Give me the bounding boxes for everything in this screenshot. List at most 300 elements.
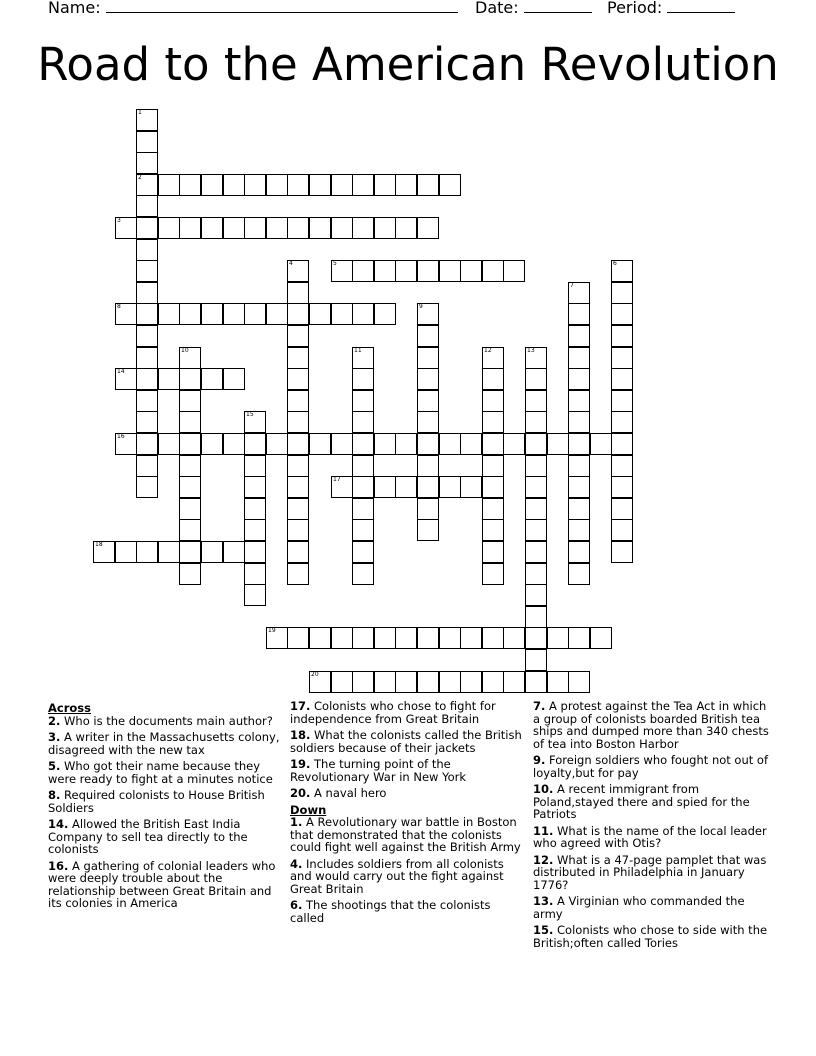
grid-cell[interactable] xyxy=(244,498,266,520)
grid-cell[interactable] xyxy=(352,519,374,541)
grid-cell[interactable] xyxy=(568,368,590,390)
grid-cell[interactable] xyxy=(287,498,309,520)
grid-cell[interactable] xyxy=(395,476,417,498)
grid-cell[interactable] xyxy=(136,109,158,131)
grid-cell[interactable] xyxy=(417,303,439,325)
grid-cell[interactable] xyxy=(482,411,504,433)
grid-cell[interactable] xyxy=(525,649,547,671)
date-line[interactable] xyxy=(524,0,592,13)
grid-cell[interactable] xyxy=(287,260,309,282)
clue-number: 9 xyxy=(419,303,423,310)
grid-cell[interactable] xyxy=(179,390,201,412)
grid-cell[interactable] xyxy=(287,433,309,455)
grid-cell[interactable] xyxy=(525,498,547,520)
grid-cell[interactable] xyxy=(611,325,633,347)
grid-cell[interactable] xyxy=(352,563,374,585)
grid-cell[interactable] xyxy=(374,174,396,196)
grid-cell[interactable] xyxy=(417,347,439,369)
grid-cell[interactable] xyxy=(179,519,201,541)
grid-cell[interactable] xyxy=(115,433,137,455)
clue-number: 15 xyxy=(246,411,254,418)
clues-column-2 xyxy=(290,700,526,928)
clue-number: 10 xyxy=(181,347,189,354)
grid-cell[interactable] xyxy=(417,217,439,239)
grid-cell[interactable] xyxy=(136,325,158,347)
grid-cell[interactable] xyxy=(223,368,245,390)
grid-cell[interactable] xyxy=(417,433,439,455)
grid-cell[interactable] xyxy=(503,627,525,649)
clue-number-label: 15. xyxy=(533,923,554,937)
clue-number-label: 1. xyxy=(290,815,303,829)
grid-cell[interactable] xyxy=(525,627,547,649)
clue-text: A protest against the Tea Act in which a group of colonists boarded British tea ships and dumped more than 340 chests of tea into Boston Harbor xyxy=(533,699,769,751)
grid-cell[interactable] xyxy=(244,217,266,239)
grid-cell[interactable] xyxy=(223,217,245,239)
grid-cell[interactable] xyxy=(179,476,201,498)
grid-cell[interactable] xyxy=(331,217,353,239)
grid-cell[interactable] xyxy=(266,217,288,239)
clue-number-label: 5. xyxy=(48,759,61,773)
grid-cell[interactable] xyxy=(158,368,180,390)
grid-cell[interactable] xyxy=(611,433,633,455)
grid-cell[interactable] xyxy=(179,368,201,390)
grid-cell[interactable] xyxy=(352,411,374,433)
grid-cell[interactable] xyxy=(482,455,504,477)
grid-cell[interactable] xyxy=(568,303,590,325)
grid-cell[interactable] xyxy=(611,347,633,369)
grid-cell[interactable] xyxy=(287,476,309,498)
grid-cell[interactable] xyxy=(460,433,482,455)
grid-cell[interactable] xyxy=(590,627,612,649)
grid-cell[interactable] xyxy=(352,390,374,412)
clue-number-label: 7. xyxy=(533,699,546,713)
grid-cell[interactable] xyxy=(568,390,590,412)
grid-cell[interactable] xyxy=(374,671,396,693)
grid-cell[interactable] xyxy=(331,303,353,325)
grid-cell[interactable] xyxy=(244,433,266,455)
grid-cell[interactable] xyxy=(136,368,158,390)
date-label: Date: xyxy=(475,0,519,17)
grid-cell[interactable] xyxy=(93,541,115,563)
grid-cell[interactable] xyxy=(568,347,590,369)
grid-cell[interactable] xyxy=(352,455,374,477)
grid-cell[interactable] xyxy=(568,455,590,477)
grid-cell[interactable] xyxy=(158,174,180,196)
grid-cell[interactable] xyxy=(568,563,590,585)
grid-cell[interactable] xyxy=(482,390,504,412)
grid-cell[interactable] xyxy=(158,303,180,325)
grid-cell[interactable] xyxy=(417,260,439,282)
grid-cell[interactable] xyxy=(439,476,461,498)
grid-cell[interactable] xyxy=(352,217,374,239)
grid-cell[interactable] xyxy=(223,541,245,563)
grid-cell[interactable] xyxy=(244,174,266,196)
clue-item xyxy=(533,783,769,821)
grid-cell[interactable] xyxy=(287,563,309,585)
grid-cell[interactable] xyxy=(352,174,374,196)
grid-cell[interactable] xyxy=(201,174,223,196)
grid-cell[interactable] xyxy=(244,541,266,563)
grid-cell[interactable] xyxy=(482,433,504,455)
grid-cell[interactable] xyxy=(136,476,158,498)
grid-cell[interactable] xyxy=(136,195,158,217)
grid-cell[interactable] xyxy=(568,282,590,304)
grid-cell[interactable] xyxy=(287,325,309,347)
clue-number: 8 xyxy=(117,303,121,310)
grid-cell[interactable] xyxy=(417,519,439,541)
grid-cell[interactable] xyxy=(611,541,633,563)
grid-cell[interactable] xyxy=(223,433,245,455)
grid-cell[interactable] xyxy=(179,455,201,477)
grid-cell[interactable] xyxy=(244,584,266,606)
grid-cell[interactable] xyxy=(244,476,266,498)
grid-cell[interactable] xyxy=(244,455,266,477)
clues-column-1 xyxy=(48,700,284,914)
grid-cell[interactable] xyxy=(287,282,309,304)
grid-cell[interactable] xyxy=(287,174,309,196)
grid-cell[interactable] xyxy=(352,260,374,282)
clue-number-label: 18. xyxy=(290,728,311,742)
grid-cell[interactable] xyxy=(395,260,417,282)
grid-cell[interactable] xyxy=(266,433,288,455)
grid-cell[interactable] xyxy=(179,303,201,325)
grid-cell[interactable] xyxy=(115,303,137,325)
page-title: Road to the American Revolution xyxy=(37,38,779,91)
grid-cell[interactable] xyxy=(611,519,633,541)
grid-cell[interactable] xyxy=(352,368,374,390)
grid-cell[interactable] xyxy=(223,303,245,325)
clue-number: 3 xyxy=(117,217,121,224)
grid-cell[interactable] xyxy=(611,390,633,412)
grid-cell[interactable] xyxy=(266,303,288,325)
clue-text: Foreign soldiers who fought not out of loyalty,but for pay xyxy=(533,753,769,780)
grid-cell[interactable] xyxy=(417,368,439,390)
grid-cell[interactable] xyxy=(136,411,158,433)
grid-cell[interactable] xyxy=(201,217,223,239)
grid-cell[interactable] xyxy=(568,325,590,347)
grid-cell[interactable] xyxy=(244,519,266,541)
grid-cell[interactable] xyxy=(482,563,504,585)
clue-number: 7 xyxy=(570,282,574,289)
grid-cell[interactable] xyxy=(547,627,569,649)
grid-cell[interactable] xyxy=(568,541,590,563)
grid-cell[interactable] xyxy=(331,627,353,649)
grid-cell[interactable] xyxy=(287,390,309,412)
grid-cell[interactable] xyxy=(525,563,547,585)
grid-cell[interactable] xyxy=(136,260,158,282)
grid-cell[interactable] xyxy=(287,519,309,541)
grid-cell[interactable] xyxy=(374,433,396,455)
grid-cell[interactable] xyxy=(482,541,504,563)
grid-cell[interactable] xyxy=(136,131,158,153)
grid-cell[interactable] xyxy=(331,174,353,196)
clue-item xyxy=(290,729,526,754)
grid-cell[interactable] xyxy=(525,455,547,477)
grid-cell[interactable] xyxy=(568,671,590,693)
grid-cell[interactable] xyxy=(287,303,309,325)
grid-cell[interactable] xyxy=(352,498,374,520)
grid-cell[interactable] xyxy=(439,433,461,455)
grid-cell[interactable] xyxy=(352,671,374,693)
grid-cell[interactable] xyxy=(374,217,396,239)
clue-item xyxy=(48,789,284,814)
grid-cell[interactable] xyxy=(179,563,201,585)
grid-cell[interactable] xyxy=(136,174,158,196)
across-heading: Across xyxy=(48,701,91,715)
grid-cell[interactable] xyxy=(611,260,633,282)
grid-cell[interactable] xyxy=(179,541,201,563)
grid-cell[interactable] xyxy=(482,671,504,693)
clue-number: 11 xyxy=(354,347,362,354)
grid-cell[interactable] xyxy=(331,671,353,693)
grid-cell[interactable] xyxy=(136,152,158,174)
period-field[interactable] xyxy=(607,0,735,17)
grid-cell[interactable] xyxy=(417,174,439,196)
grid-cell[interactable] xyxy=(223,174,245,196)
grid-cell[interactable] xyxy=(331,476,353,498)
clue-text: What is a 47-page pamplet that was distributed in Philadelphia in January 1776? xyxy=(533,852,767,892)
grid-cell[interactable] xyxy=(439,260,461,282)
grid-cell[interactable] xyxy=(179,174,201,196)
grid-cell[interactable] xyxy=(460,671,482,693)
grid-cell[interactable] xyxy=(374,303,396,325)
grid-cell[interactable] xyxy=(266,174,288,196)
grid-cell[interactable] xyxy=(374,627,396,649)
grid-cell[interactable] xyxy=(158,433,180,455)
grid-cell[interactable] xyxy=(417,671,439,693)
grid-cell[interactable] xyxy=(136,239,158,261)
grid-cell[interactable] xyxy=(417,498,439,520)
grid-cell[interactable] xyxy=(244,563,266,585)
grid-cell[interactable] xyxy=(115,368,137,390)
grid-cell[interactable] xyxy=(136,390,158,412)
grid-cell[interactable] xyxy=(525,433,547,455)
clue-item xyxy=(533,700,769,750)
grid-cell[interactable] xyxy=(568,498,590,520)
grid-cell[interactable] xyxy=(611,455,633,477)
grid-cell[interactable] xyxy=(115,217,137,239)
grid-cell[interactable] xyxy=(439,671,461,693)
clue-number: 14 xyxy=(117,368,125,375)
grid-cell[interactable] xyxy=(201,541,223,563)
grid-cell[interactable] xyxy=(136,347,158,369)
grid-cell[interactable] xyxy=(417,411,439,433)
grid-cell[interactable] xyxy=(352,541,374,563)
grid-cell[interactable] xyxy=(525,411,547,433)
grid-cell[interactable] xyxy=(395,433,417,455)
grid-cell[interactable] xyxy=(482,627,504,649)
grid-cell[interactable] xyxy=(525,606,547,628)
grid-cell[interactable] xyxy=(525,390,547,412)
grid-cell[interactable] xyxy=(309,217,331,239)
grid-cell[interactable] xyxy=(547,671,569,693)
date-field[interactable] xyxy=(475,0,592,17)
grid-cell[interactable] xyxy=(568,519,590,541)
grid-cell[interactable] xyxy=(395,671,417,693)
clue-number: 19 xyxy=(268,627,276,634)
grid-cell[interactable] xyxy=(352,303,374,325)
clue-number: 16 xyxy=(117,433,125,440)
grid-cell[interactable] xyxy=(503,671,525,693)
grid-cell[interactable] xyxy=(352,347,374,369)
clue-item xyxy=(533,895,769,920)
grid-cell[interactable] xyxy=(590,433,612,455)
grid-cell[interactable] xyxy=(482,347,504,369)
grid-cell[interactable] xyxy=(309,627,331,649)
grid-cell[interactable] xyxy=(136,433,158,455)
grid-cell[interactable] xyxy=(287,455,309,477)
grid-cell[interactable] xyxy=(439,174,461,196)
grid-cell[interactable] xyxy=(374,260,396,282)
grid-cell[interactable] xyxy=(503,433,525,455)
grid-cell[interactable] xyxy=(611,476,633,498)
period-line[interactable] xyxy=(667,0,735,13)
name-line[interactable] xyxy=(106,0,458,13)
grid-cell[interactable] xyxy=(525,347,547,369)
grid-cell[interactable] xyxy=(352,476,374,498)
grid-cell[interactable] xyxy=(503,260,525,282)
clue-text: The turning point of the Revolutionary War in New York xyxy=(290,757,467,784)
grid-cell[interactable] xyxy=(352,627,374,649)
grid-cell[interactable] xyxy=(266,627,288,649)
grid-cell[interactable] xyxy=(136,217,158,239)
grid-cell[interactable] xyxy=(395,217,417,239)
grid-cell[interactable] xyxy=(417,455,439,477)
grid-cell[interactable] xyxy=(439,627,461,649)
clue-number-label: 16. xyxy=(48,858,69,873)
grid-cell[interactable] xyxy=(136,303,158,325)
grid-cell[interactable] xyxy=(374,476,396,498)
grid-cell[interactable] xyxy=(287,541,309,563)
clue-text: A writer in the Massachusetts colony, disagreed with the new tax xyxy=(48,730,280,757)
grid-cell[interactable] xyxy=(460,476,482,498)
grid-cell[interactable] xyxy=(287,347,309,369)
grid-cell[interactable] xyxy=(482,368,504,390)
grid-cell[interactable] xyxy=(352,433,374,455)
grid-cell[interactable] xyxy=(525,671,547,693)
clue-text: Required colonists to House British Soldiers xyxy=(48,788,265,815)
grid-cell[interactable] xyxy=(568,411,590,433)
clue-item xyxy=(290,787,526,800)
down-clue-list-continued xyxy=(533,700,769,949)
grid-cell[interactable] xyxy=(287,368,309,390)
grid-cell[interactable] xyxy=(179,433,201,455)
grid-cell[interactable] xyxy=(482,476,504,498)
clue-text: A Revolutionary war battle in Boston that demonstrated that the colonists could fight well against the British Army xyxy=(290,815,521,854)
clue-text: Colonists who chose to fight for independence from Great Britain xyxy=(290,699,496,726)
grid-cell[interactable] xyxy=(158,541,180,563)
grid-cell[interactable] xyxy=(287,217,309,239)
grid-cell[interactable] xyxy=(179,347,201,369)
grid-cell[interactable] xyxy=(395,174,417,196)
clue-text: A gathering of colonial leaders who were deeply trouble about the relationship between Great Britain and its colonies in America xyxy=(48,858,276,910)
grid-cell[interactable] xyxy=(179,498,201,520)
grid-cell[interactable] xyxy=(244,411,266,433)
grid-cell[interactable] xyxy=(525,541,547,563)
grid-cell[interactable] xyxy=(568,476,590,498)
grid-cell[interactable] xyxy=(417,627,439,649)
period-label: Period: xyxy=(607,0,663,17)
grid-cell[interactable] xyxy=(568,627,590,649)
grid-cell[interactable] xyxy=(611,303,633,325)
grid-cell[interactable] xyxy=(417,325,439,347)
grid-cell[interactable] xyxy=(611,411,633,433)
down-heading: Down xyxy=(290,802,327,817)
grid-cell[interactable] xyxy=(136,455,158,477)
clue-item xyxy=(290,700,526,725)
grid-cell[interactable] xyxy=(201,303,223,325)
grid-cell[interactable] xyxy=(417,476,439,498)
clue-item xyxy=(290,758,526,783)
grid-cell[interactable] xyxy=(482,260,504,282)
across-clue-list xyxy=(48,715,284,910)
grid-cell[interactable] xyxy=(201,368,223,390)
grid-cell[interactable] xyxy=(179,411,201,433)
grid-cell[interactable] xyxy=(331,433,353,455)
clue-text: Allowed the British East India Company to sell tea directly to the colonists xyxy=(48,817,248,856)
clue-item xyxy=(48,760,284,785)
clue-number-label: 10. xyxy=(533,782,554,796)
grid-cell[interactable] xyxy=(525,368,547,390)
grid-cell[interactable] xyxy=(395,627,417,649)
grid-cell[interactable] xyxy=(136,541,158,563)
clue-item xyxy=(533,754,769,779)
grid-cell[interactable] xyxy=(611,282,633,304)
grid-cell[interactable] xyxy=(115,541,137,563)
grid-cell[interactable] xyxy=(547,433,569,455)
grid-cell[interactable] xyxy=(244,303,266,325)
grid-cell[interactable] xyxy=(525,584,547,606)
clue-item xyxy=(290,858,526,896)
clue-item xyxy=(533,825,769,850)
clue-number: 2 xyxy=(138,174,142,181)
name-field[interactable] xyxy=(48,0,458,17)
grid-cell[interactable] xyxy=(158,217,180,239)
grid-cell[interactable] xyxy=(136,282,158,304)
grid-cell[interactable] xyxy=(331,260,353,282)
grid-cell[interactable] xyxy=(525,476,547,498)
clue-number-label: 9. xyxy=(533,753,546,767)
grid-cell[interactable] xyxy=(525,519,547,541)
grid-cell[interactable] xyxy=(568,433,590,455)
grid-cell[interactable] xyxy=(309,671,331,693)
across-clue-list-continued xyxy=(290,700,526,800)
grid-cell[interactable] xyxy=(179,217,201,239)
clue-number-label: 12. xyxy=(533,852,554,867)
clue-item xyxy=(48,715,284,728)
grid-cell[interactable] xyxy=(201,433,223,455)
clue-number-label: 13. xyxy=(533,894,554,908)
grid-cell[interactable] xyxy=(482,519,504,541)
clue-item xyxy=(48,860,284,910)
grid-cell[interactable] xyxy=(309,174,331,196)
grid-cell[interactable] xyxy=(309,303,331,325)
grid-cell[interactable] xyxy=(309,433,331,455)
clue-text: The shootings that the colonists called xyxy=(290,898,491,925)
grid-cell[interactable] xyxy=(482,498,504,520)
grid-cell[interactable] xyxy=(611,368,633,390)
down-clue-list xyxy=(290,816,526,924)
grid-cell[interactable] xyxy=(611,498,633,520)
grid-cell[interactable] xyxy=(460,627,482,649)
grid-cell[interactable] xyxy=(287,627,309,649)
clue-number-label: 17. xyxy=(290,699,311,713)
clue-item xyxy=(533,924,769,949)
clue-number: 13 xyxy=(527,347,535,354)
grid-cell[interactable] xyxy=(417,390,439,412)
grid-cell[interactable] xyxy=(460,260,482,282)
grid-cell[interactable] xyxy=(287,411,309,433)
